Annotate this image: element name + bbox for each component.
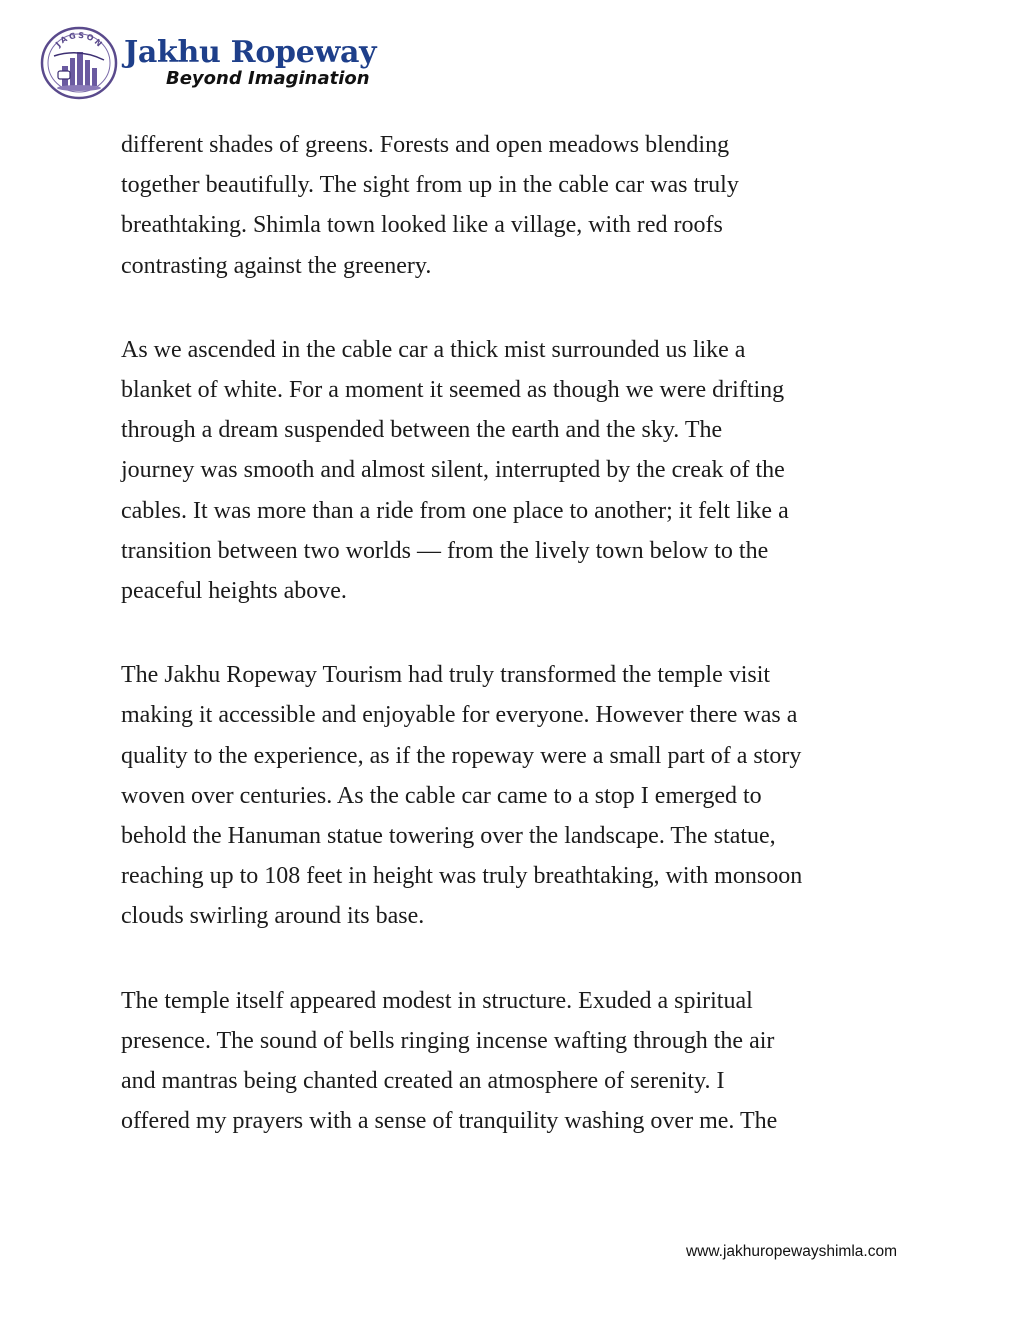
svg-text:JAGSON: JAGSON xyxy=(53,30,106,50)
text-line: through a dream suspended between the earth and the sky. The xyxy=(121,417,723,444)
text-line: transition between two worlds — from the lively town below to the xyxy=(121,537,769,564)
brand-name: Jakhu Ropeway xyxy=(124,35,377,70)
text-line: different shades of greens. Forests and open meadows blending xyxy=(121,132,730,158)
text-line: reaching up to 108 feet in height was truly breathtaking, with monsoon xyxy=(121,863,803,890)
text-line: As we ascended in the cable car a thick mist surrounded us like a xyxy=(121,336,746,363)
text-line: contrasting against the greenery. xyxy=(121,252,432,279)
text-line: woven over centuries. As the cable car came to a stop I emerged to xyxy=(121,782,762,809)
text-line: offered my prayers with a sense of tranquility washing over me. The xyxy=(121,1108,778,1135)
jagson-seal-logo xyxy=(40,26,118,100)
page-header xyxy=(40,26,376,100)
paragraph xyxy=(121,655,911,936)
paragraph xyxy=(121,330,911,611)
text-line: journey was smooth and almost silent, interrupted by the creak of the xyxy=(121,457,785,484)
text-line: blanket of white. For a moment it seemed as though we were drifting xyxy=(121,377,785,404)
text-line: peaceful heights above. xyxy=(121,578,347,605)
text-line: breathtaking. Shimla town looked like a village, with red roofs xyxy=(121,212,723,239)
text-line: quality to the experience, as if the ropeway were a small part of a story xyxy=(121,742,802,769)
text-line: behold the Hanuman statue towering over the landscape. The statue, xyxy=(121,823,776,850)
brand-wordmark xyxy=(124,35,377,89)
brand-tagline: Beyond Imagination xyxy=(166,68,370,89)
text-line: making it accessible and enjoyable for everyone. However there was a xyxy=(121,702,798,729)
footer-url: www.jakhuropewayshimla.com xyxy=(685,1243,897,1260)
text-line: together beautifully. The sight from up in the cable car was truly xyxy=(121,172,739,199)
text-line: clouds swirling around its base. xyxy=(121,903,425,930)
text-line: and mantras being chanted created an atmosphere of serenity. I xyxy=(121,1068,725,1095)
paragraph xyxy=(121,981,911,1142)
text-line: presence. The sound of bells ringing incense wafting through the air xyxy=(121,1027,775,1054)
text-line: The Jakhu Ropeway Tourism had truly transformed the temple visit xyxy=(121,662,771,689)
paragraph xyxy=(121,125,911,286)
text-line: The temple itself appeared modest in structure. Exuded a spiritual xyxy=(121,987,753,1014)
text-line: cables. It was more than a ride from one place to another; it felt like a xyxy=(121,497,789,524)
document-body xyxy=(121,125,911,1185)
